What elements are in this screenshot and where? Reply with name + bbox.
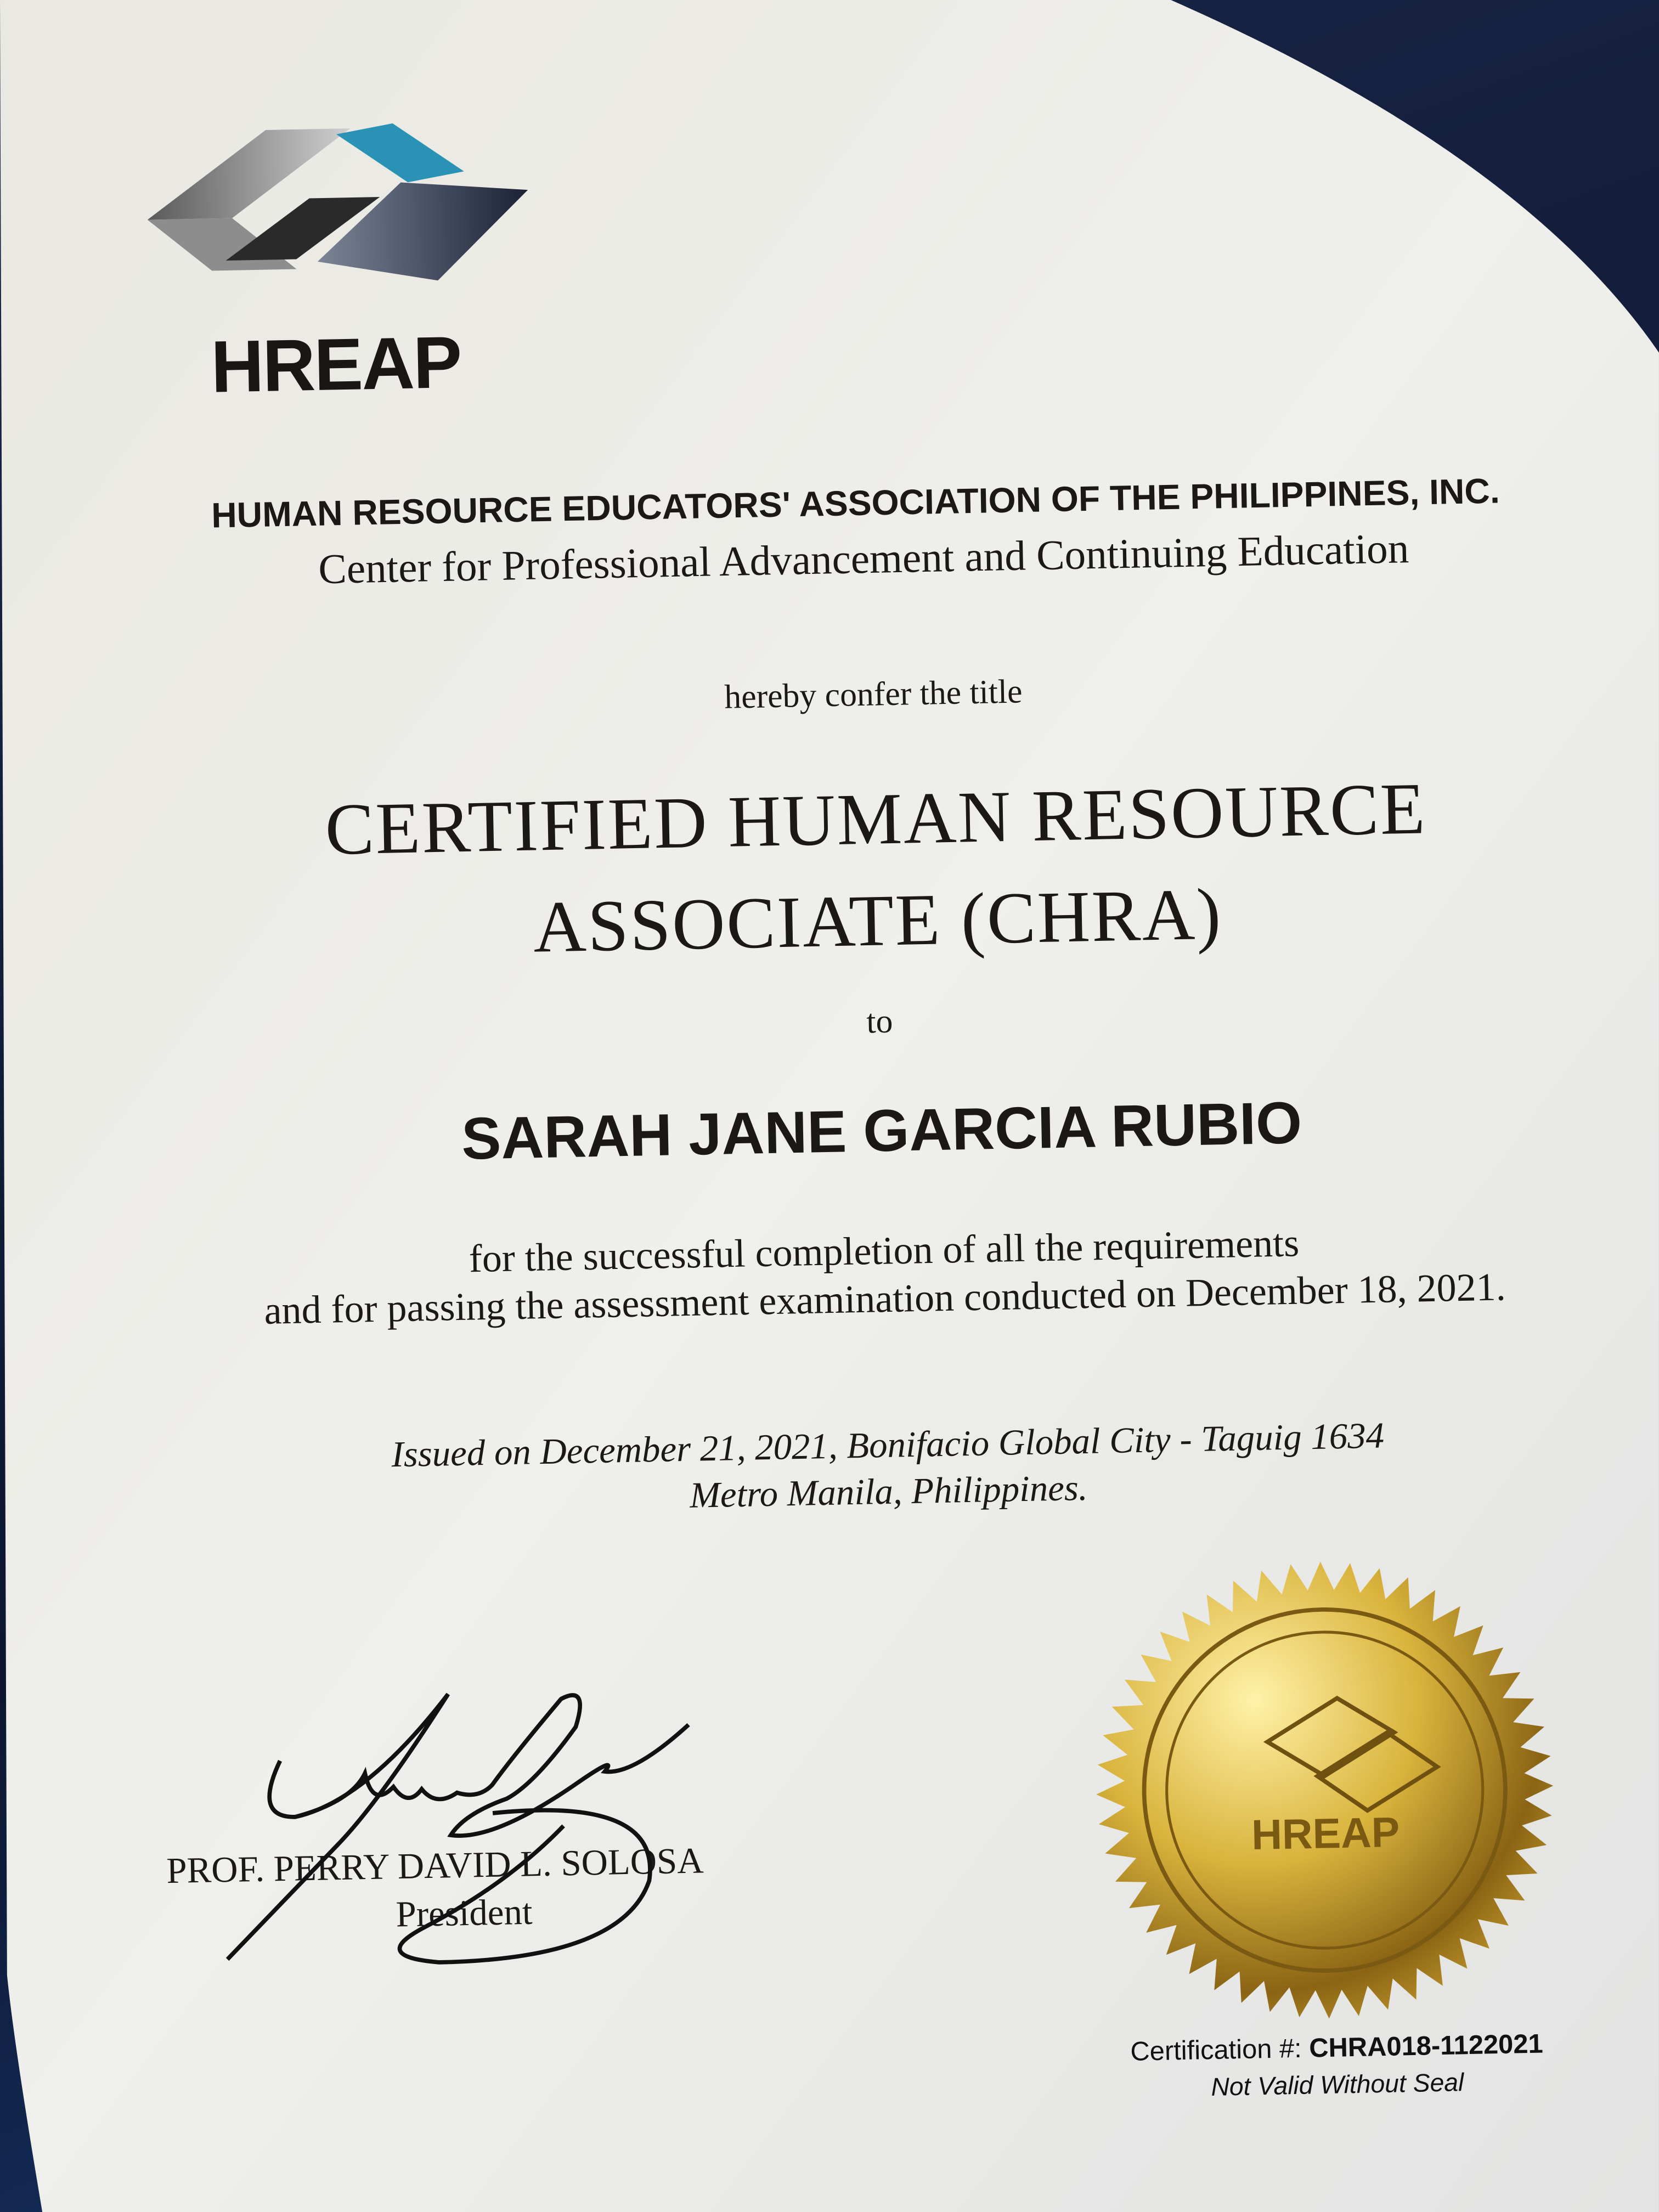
issued-line-1: Issued on December 21, 2021, Bonifacio Global City - Taguig 1634 (391, 1415, 1385, 1475)
seal-icon (1087, 1553, 1562, 2028)
signatory-name: PROF. PERRY DAVID L. SOLOSA (166, 1840, 704, 1892)
confer-text: hereby confer the title (724, 674, 1023, 717)
organization-name: HUMAN RESOURCE EDUCATORS' ASSOCIATION OF THE PHILIPPINES, INC. (211, 471, 1500, 536)
recipient-name: SARAH JANE GARCIA RUBIO (461, 1089, 1303, 1172)
logo-wordmark: HREAP (210, 322, 462, 409)
signatory-role: President (395, 1891, 533, 1935)
reason-line-2: and for passing the assessment examination conducted on December 18, 2021. (263, 1266, 1506, 1334)
seal-text: HREAP (1251, 1809, 1401, 1860)
signature-icon (208, 1666, 806, 1988)
gold-seal (1087, 1553, 1562, 2028)
certification-value: CHRA018-1122021 (1308, 2030, 1544, 2064)
to-text: to (866, 1004, 894, 1041)
title-line-2: ASSOCIATE (CHRA) (532, 874, 1223, 969)
certification-label: Certification #: (1130, 2034, 1302, 2068)
issued-line-2: Metro Manila, Philippines. (689, 1467, 1088, 1516)
hreap-logo-icon (139, 116, 538, 321)
title-line-1: CERTIFIED HUMAN RESOURCE (324, 769, 1427, 871)
reason-line-1: for the successful completion of all the requirements (469, 1222, 1300, 1282)
validity-note: Not Valid Without Seal (1210, 2068, 1464, 2102)
center-name: Center for Professional Advancement and Continuing Education (318, 526, 1410, 594)
certification-number (1005, 2028, 1659, 2072)
